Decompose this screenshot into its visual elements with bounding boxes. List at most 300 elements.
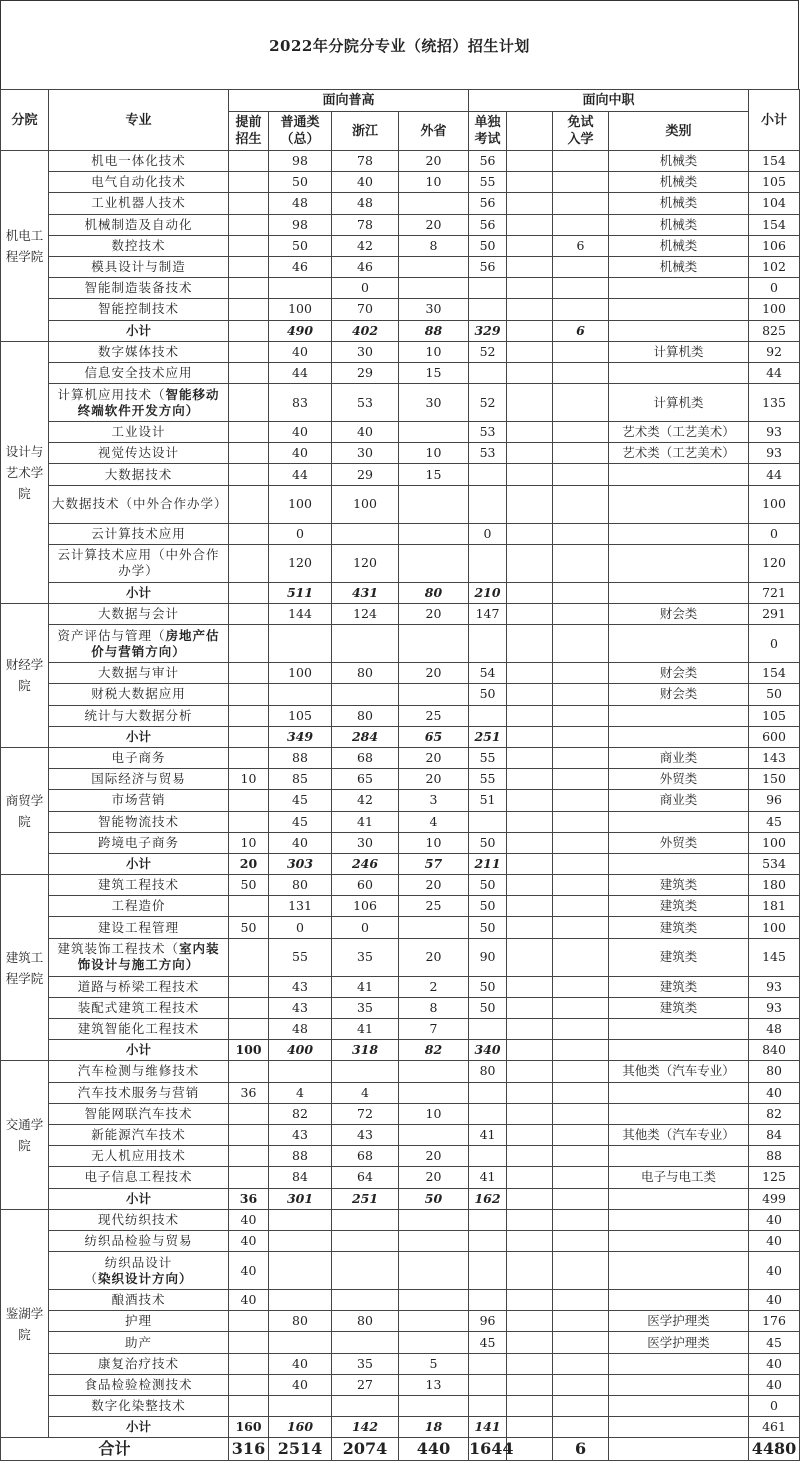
college-name: 设计与艺术学院 [1,341,49,603]
blank-cell [507,214,553,235]
category-cell: 机械类 [609,235,749,256]
zhejiang-cell: 35 [332,1353,399,1374]
exempt-cell [553,811,609,832]
table-row [1,544,800,582]
category-cell [609,1374,749,1395]
exempt-cell [553,299,609,320]
major-name [49,684,229,705]
early-cell: 40 [229,1290,269,1311]
category-cell [609,544,749,582]
subtotal-cell: 600 [749,726,800,747]
general-total-cell: 40 [269,832,332,853]
major-name [49,1061,229,1082]
blank-cell [507,1167,553,1188]
early-cell [229,256,269,277]
separate-exam-cell: 0 [469,523,507,544]
general-total-cell [269,1290,332,1311]
major-name-text: 市场营销 [111,792,166,808]
separate-exam-cell: 55 [469,747,507,768]
zhejiang-cell: 41 [332,811,399,832]
major-name-text: 智能网联汽车技术 [84,1105,193,1121]
general-total-cell [269,1209,332,1230]
major-name-text: 食品检验检测技术 [84,1376,193,1392]
separate-exam-cell [469,625,507,663]
table-row [1,997,800,1018]
exempt-cell [553,1209,609,1230]
grand-total-label: 合计 [1,1438,229,1461]
exempt-cell [553,663,609,684]
separate-exam-cell [469,485,507,523]
major-name [49,214,229,235]
subtotal-cell: 0 [749,625,800,663]
other-province-cell: 20 [399,214,469,235]
other-province-cell [399,625,469,663]
other-province-cell: 65 [399,726,469,747]
subtotal-cell: 135 [749,384,800,422]
exempt-cell: 6 [553,320,609,341]
subtotal-label: 小计 [49,582,229,603]
table-row [1,1332,800,1353]
blank-cell [507,938,553,976]
other-province-cell [399,544,469,582]
blank-cell [507,997,553,1018]
header-major: 专业 [49,90,229,151]
category-cell [609,705,749,726]
major-name-text: 智能物流技术 [97,813,179,829]
exempt-cell [553,1311,609,1332]
early-cell [229,1396,269,1417]
subtotal-cell: 40 [749,1209,800,1230]
major-name [49,747,229,768]
general-total-cell: 55 [269,938,332,976]
major-name [49,1103,229,1124]
table-row [1,684,800,705]
early-cell [229,582,269,603]
general-total-cell: 98 [269,214,332,235]
category-cell: 机械类 [609,151,749,172]
separate-exam-cell [469,544,507,582]
zhejiang-cell: 60 [332,875,399,896]
blank-cell [507,811,553,832]
zhejiang-cell: 30 [332,832,399,853]
category-cell: 商业类 [609,747,749,768]
zhejiang-cell: 42 [332,790,399,811]
zhejiang-cell: 27 [332,1374,399,1395]
subtotal-label: 小计 [49,726,229,747]
early-cell [229,1103,269,1124]
category-cell: 其他类（汽车专业） [609,1061,749,1082]
separate-exam-cell [469,1103,507,1124]
category-cell [609,278,749,299]
major-name [49,1124,229,1145]
separate-exam-cell [469,1019,507,1040]
other-province-cell: 50 [399,1188,469,1209]
zhejiang-cell: 120 [332,544,399,582]
general-total-cell: 48 [269,1019,332,1040]
other-province-cell [399,1396,469,1417]
separate-exam-cell: 50 [469,917,507,938]
exempt-cell [553,705,609,726]
table-row [1,1124,800,1145]
college-name: 财经学院 [1,604,49,748]
other-province-cell: 25 [399,705,469,726]
major-name [49,1167,229,1188]
subtotal-cell: 40 [749,1082,800,1103]
major-name-text: 现代纺织技术 [97,1211,179,1227]
blank-cell [507,1082,553,1103]
major-name [49,235,229,256]
separate-exam-cell [469,278,507,299]
general-total-cell [269,684,332,705]
major-name-text: 数控技术 [111,237,166,253]
exempt-cell [553,384,609,422]
major-name [49,485,229,523]
early-cell [229,663,269,684]
other-province-cell: 15 [399,464,469,485]
subtotal-cell: 40 [749,1353,800,1374]
subtotal-cell: 291 [749,604,800,625]
major-name-text: 跨境电子商务 [97,834,179,850]
major-name-text: 财税大数据应用 [91,686,186,702]
general-total-cell: 43 [269,1124,332,1145]
table-row [1,278,800,299]
zhejiang-cell: 100 [332,485,399,523]
separate-exam-cell: 50 [469,832,507,853]
major-name-text: 机械制造及自动化 [84,216,193,232]
blank-cell [507,832,553,853]
blank-cell [507,1040,553,1061]
general-total-cell: 84 [269,1167,332,1188]
category-cell [609,464,749,485]
major-name [49,1230,229,1251]
major-name [49,790,229,811]
early-cell [229,997,269,1018]
header-general-total: 普通类（总） [269,112,332,151]
zhejiang-cell: 80 [332,705,399,726]
zhejiang-cell: 64 [332,1167,399,1188]
early-cell [229,976,269,997]
early-cell [229,422,269,443]
other-province-cell [399,1082,469,1103]
table-row [1,1353,800,1374]
early-cell [229,1061,269,1082]
enrollment-plan-table [0,89,800,1461]
major-name [49,1396,229,1417]
major-name [49,604,229,625]
separate-exam-cell [469,1209,507,1230]
other-province-cell: 15 [399,362,469,383]
blank-cell [507,684,553,705]
general-total-cell: 50 [269,235,332,256]
major-name [49,1332,229,1353]
general-total-cell: 43 [269,976,332,997]
general-total-cell: 48 [269,193,332,214]
other-province-cell: 4 [399,811,469,832]
general-total-cell: 43 [269,997,332,1018]
blank-cell [507,384,553,422]
college-name: 建筑工程学院 [1,875,49,1061]
early-cell [229,362,269,383]
separate-exam-cell: 1644 [469,1438,507,1461]
other-province-cell: 30 [399,384,469,422]
major-name [49,938,229,976]
category-cell: 机械类 [609,214,749,235]
early-cell: 40 [229,1252,269,1290]
early-cell: 50 [229,917,269,938]
exempt-cell [553,790,609,811]
other-province-cell: 20 [399,747,469,768]
header-other-province: 外省 [399,112,469,151]
zhejiang-cell: 402 [332,320,399,341]
blank-cell [507,320,553,341]
table-row [1,769,800,790]
subtotal-row [1,853,800,874]
major-name [49,523,229,544]
zhejiang-cell: 0 [332,917,399,938]
early-cell [229,1124,269,1145]
other-province-cell: 20 [399,663,469,684]
early-cell: 160 [229,1417,269,1438]
major-direction-text: 房地产估价与营销方向） [91,627,220,659]
separate-exam-cell: 50 [469,235,507,256]
major-name-text: 数字化染整技术 [91,1398,186,1414]
zhejiang-cell: 4 [332,1082,399,1103]
other-province-cell: 20 [399,151,469,172]
separate-exam-cell: 53 [469,422,507,443]
header-college: 分院 [1,90,49,151]
table-row [1,1252,800,1290]
subtotal-cell: 44 [749,362,800,383]
other-province-cell [399,1311,469,1332]
subtotal-row [1,726,800,747]
table-row [1,172,800,193]
blank-cell [507,1332,553,1353]
other-province-cell: 20 [399,1146,469,1167]
zhejiang-cell: 318 [332,1040,399,1061]
major-name [49,976,229,997]
category-cell [609,299,749,320]
major-name-text: 工程造价 [111,898,166,914]
blank-cell [507,769,553,790]
separate-exam-cell: 50 [469,976,507,997]
major-name [49,362,229,383]
category-cell [609,1019,749,1040]
general-total-cell: 511 [269,582,332,603]
other-province-cell: 13 [399,1374,469,1395]
major-direction-text: 智能移动终端软件开发方向） [77,386,220,418]
other-province-cell [399,1124,469,1145]
exempt-cell [553,582,609,603]
subtotal-cell: 105 [749,172,800,193]
general-total-cell: 83 [269,384,332,422]
zhejiang-cell: 70 [332,299,399,320]
exempt-cell [553,523,609,544]
subtotal-row [1,320,800,341]
major-name-text: 建筑工程技术 [97,877,179,893]
subtotal-cell: 96 [749,790,800,811]
zhejiang-cell: 43 [332,1124,399,1145]
other-province-cell: 7 [399,1019,469,1040]
subtotal-cell: 150 [749,769,800,790]
subtotal-cell: 104 [749,193,800,214]
separate-exam-cell [469,1252,507,1290]
category-cell [609,1438,749,1461]
category-cell: 外贸类 [609,832,749,853]
subtotal-cell: 4480 [749,1438,800,1461]
general-total-cell: 100 [269,485,332,523]
separate-exam-cell: 141 [469,1417,507,1438]
college-name: 商贸学院 [1,747,49,874]
early-cell [229,1332,269,1353]
separate-exam-cell: 56 [469,193,507,214]
other-province-cell: 20 [399,604,469,625]
general-total-cell: 85 [269,769,332,790]
zhejiang-cell: 65 [332,769,399,790]
other-province-cell: 20 [399,1167,469,1188]
blank-cell [507,362,553,383]
early-cell [229,278,269,299]
blank-cell [507,341,553,362]
major-name [49,875,229,896]
major-name [49,464,229,485]
other-province-cell [399,917,469,938]
early-cell [229,485,269,523]
blank-cell [507,1146,553,1167]
zhejiang-cell: 0 [332,278,399,299]
blank-cell [507,582,553,603]
zhejiang-cell: 46 [332,256,399,277]
major-name-text: 酿酒技术 [111,1292,166,1308]
zhejiang-cell: 30 [332,443,399,464]
other-province-cell [399,1209,469,1230]
general-total-cell [269,1396,332,1417]
table-row [1,976,800,997]
general-total-cell: 105 [269,705,332,726]
category-cell: 财会类 [609,684,749,705]
exempt-cell [553,464,609,485]
exempt-cell [553,214,609,235]
major-name-text: 信息安全技术应用 [84,364,193,380]
general-total-cell: 45 [269,811,332,832]
exempt-cell [553,1103,609,1124]
early-cell [229,790,269,811]
exempt-cell [553,875,609,896]
table-row [1,663,800,684]
table-row [1,938,800,976]
zhejiang-cell: 72 [332,1103,399,1124]
major-name [49,1209,229,1230]
early-cell [229,938,269,976]
early-cell [229,544,269,582]
subtotal-label: 小计 [49,1417,229,1438]
blank-cell [507,1103,553,1124]
subtotal-cell: 100 [749,917,800,938]
exempt-cell [553,604,609,625]
exempt-cell [553,938,609,976]
exempt-cell [553,278,609,299]
separate-exam-cell [469,811,507,832]
separate-exam-cell: 50 [469,997,507,1018]
category-cell: 艺术类（工艺美术） [609,422,749,443]
exempt-cell [553,341,609,362]
blank-cell [507,1019,553,1040]
college-name: 交通学院 [1,1061,49,1209]
major-name [49,193,229,214]
separate-exam-cell: 50 [469,684,507,705]
other-province-cell [399,1230,469,1251]
separate-exam-cell: 340 [469,1040,507,1061]
general-total-cell: 40 [269,341,332,362]
separate-exam-cell: 251 [469,726,507,747]
subtotal-cell: 106 [749,235,800,256]
header-group-vocational: 面向中职 [469,90,749,112]
major-name [49,896,229,917]
major-name-text: 资产评估与管理（ [57,627,166,643]
header-exempt: 免试入学 [553,112,609,151]
major-name [49,917,229,938]
separate-exam-cell: 51 [469,790,507,811]
category-cell: 商业类 [609,790,749,811]
major-name-text: 助产 [124,1334,152,1350]
category-cell [609,362,749,383]
zhejiang-cell: 142 [332,1417,399,1438]
category-cell [609,1188,749,1209]
table-row [1,235,800,256]
general-total-cell: 303 [269,853,332,874]
exempt-cell [553,1124,609,1145]
major-name [49,384,229,422]
subtotal-cell: 84 [749,1124,800,1145]
exempt-cell [553,544,609,582]
exempt-cell [553,1417,609,1438]
subtotal-cell: 180 [749,875,800,896]
zhejiang-cell: 78 [332,151,399,172]
table-row [1,832,800,853]
table-row [1,604,800,625]
page-title: 2022年分院分专业（统招）招生计划 [0,0,799,89]
category-cell [609,726,749,747]
major-name-text: 纺织品设计（ [84,1254,173,1286]
early-cell [229,811,269,832]
subtotal-cell: 143 [749,747,800,768]
general-total-cell: 400 [269,1040,332,1061]
major-name-text: 数字媒体技术 [97,343,179,359]
other-province-cell: 20 [399,938,469,976]
table-row [1,790,800,811]
category-cell: 外贸类 [609,769,749,790]
general-total-cell: 349 [269,726,332,747]
early-cell [229,193,269,214]
zhejiang-cell: 40 [332,172,399,193]
major-name [49,705,229,726]
category-cell: 其他类（汽车专业） [609,1124,749,1145]
header-early: 提前招生 [229,112,269,151]
general-total-cell [269,625,332,663]
table-row [1,811,800,832]
other-province-cell [399,1332,469,1353]
zhejiang-cell: 29 [332,464,399,485]
subtotal-cell: 100 [749,299,800,320]
separate-exam-cell: 210 [469,582,507,603]
table-row [1,214,800,235]
general-total-cell: 144 [269,604,332,625]
major-name [49,663,229,684]
other-province-cell: 10 [399,341,469,362]
major-name-text: 道路与桥梁工程技术 [77,978,200,994]
general-total-cell: 100 [269,663,332,684]
blank-cell [507,1353,553,1374]
early-cell [229,214,269,235]
